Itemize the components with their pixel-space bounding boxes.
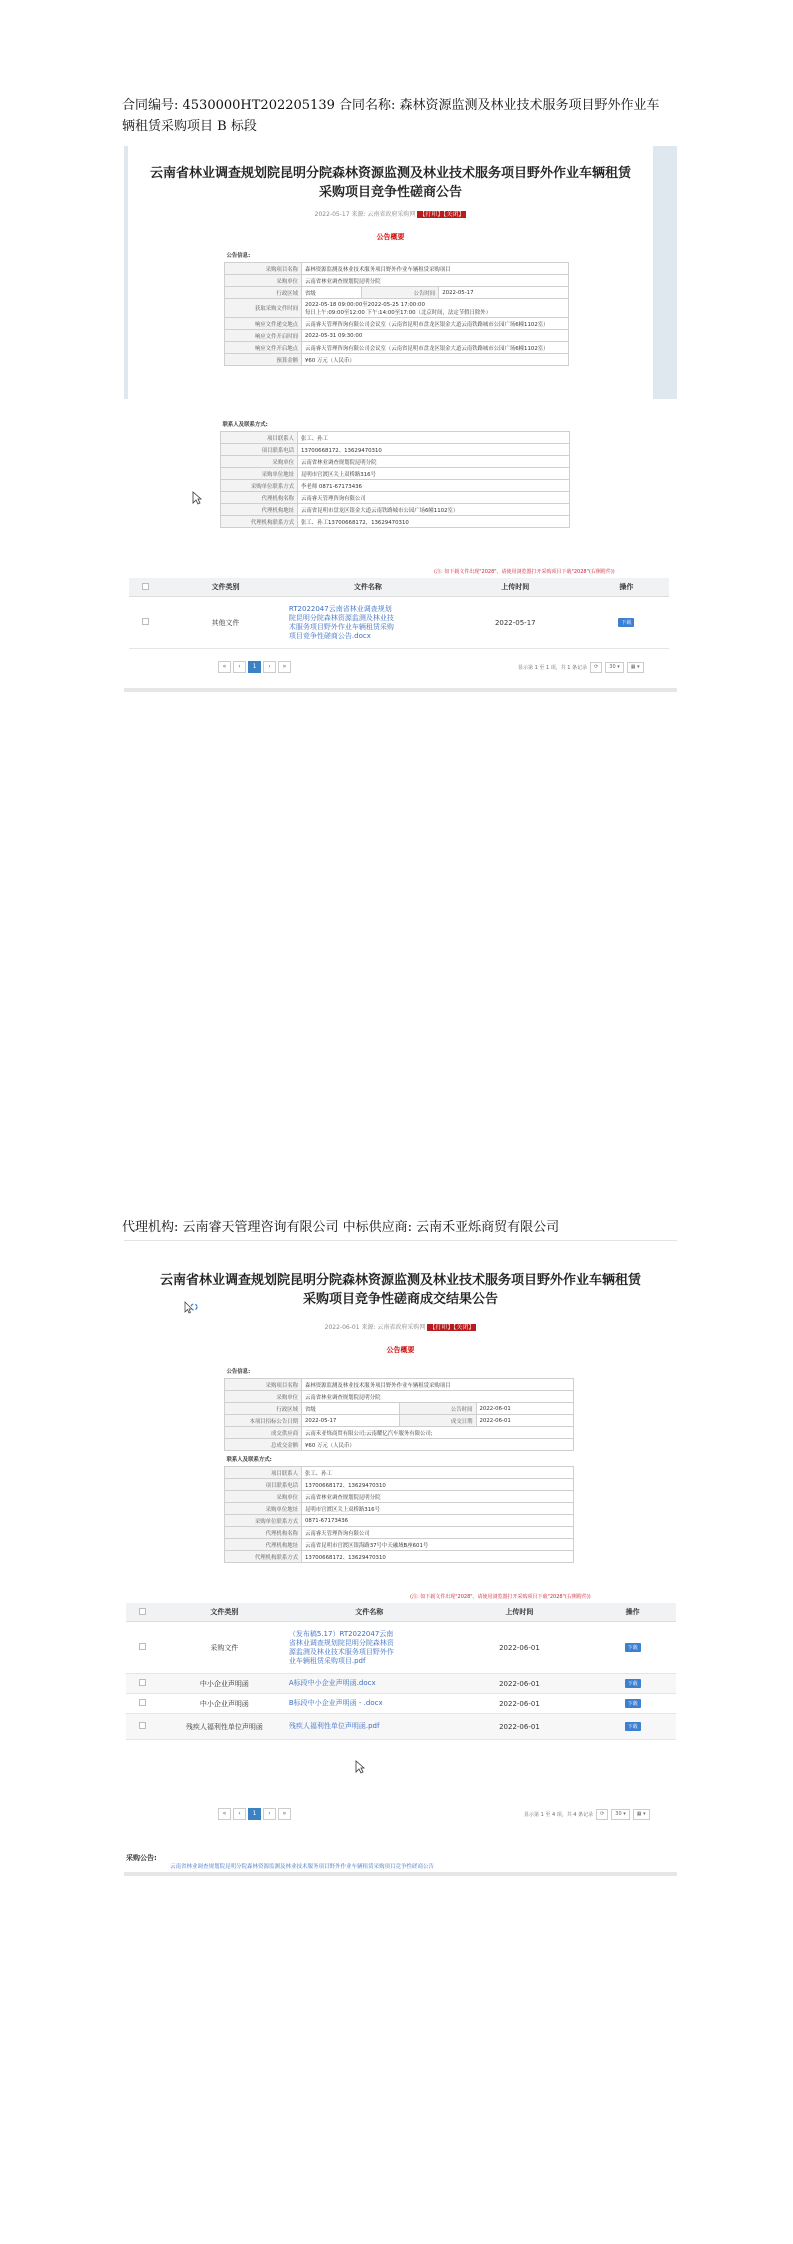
download-button[interactable]: 下载 <box>625 1722 641 1731</box>
info-row <box>221 492 570 504</box>
upload-time: 2022-06-01 <box>499 1722 540 1731</box>
info-row <box>221 456 570 468</box>
result-columns-icon[interactable]: ▦ ▾ <box>633 1809 650 1820</box>
pagination <box>218 661 291 673</box>
row-checkbox[interactable] <box>139 1699 146 1706</box>
column-header: 操作 <box>589 1603 676 1622</box>
info-value: 2022-05-17 <box>302 1415 400 1427</box>
file-name-link[interactable]: A标段中小企业声明函.docx <box>288 1679 376 1687</box>
info-value: 2022-05-17 <box>439 287 569 299</box>
info-value: 张工、孙工 <box>302 1467 574 1479</box>
row-checkbox[interactable] <box>142 618 149 625</box>
contact-table <box>220 416 570 528</box>
info-value: 云南省林业调查规划院昆明分院 <box>302 275 569 287</box>
footer-label: 采购公告: <box>126 1854 157 1862</box>
info-key: 响应文件开启地点 <box>225 342 302 354</box>
page-nav-button[interactable]: « <box>218 661 231 673</box>
contract-line-2: 辆租赁采购项目 B 标段 <box>122 119 257 134</box>
result-refresh-icon[interactable]: ⟳ <box>596 1809 608 1820</box>
columns-icon[interactable]: ▦ ▾ <box>627 662 644 673</box>
file-row <box>126 1694 676 1714</box>
column-header: 文件名称 <box>289 1603 450 1622</box>
file-table <box>129 578 669 649</box>
page-nav-button[interactable]: ‹ <box>233 661 246 673</box>
info-key: 代理机构联系方式 <box>225 1551 302 1563</box>
upload-time: 2022-06-01 <box>499 1679 540 1688</box>
info-key: 项目联系人 <box>225 1467 302 1479</box>
result-contact-header: 联系人及联系方式: <box>226 1456 272 1463</box>
info-row <box>225 287 569 299</box>
result-pager-right <box>524 1809 650 1820</box>
info-value: 昆明市官渡区关上双桥路316号 <box>298 468 570 480</box>
result-meta-date: 2022-06-01 来源: 云南省政府采购网 <box>324 1324 426 1331</box>
pager-info: 显示第 1 至 1 项，共 1 条记录 <box>518 665 588 671</box>
info-key: 采购单位联系方式 <box>221 480 298 492</box>
result-pagination <box>218 1808 291 1820</box>
info-value: 张工、孙工13700668172、13629470310 <box>298 516 570 528</box>
info-row <box>225 1479 574 1491</box>
page-nav-button[interactable]: › <box>263 661 276 673</box>
info-row <box>225 1491 574 1503</box>
info-key: 项目联系电话 <box>225 1479 302 1491</box>
title-line-1: 云南省林业调查规划院昆明分院森林资源监测及林业技术服务项目野外作业车辆租赁 <box>149 166 631 181</box>
upload-time: 2022-06-01 <box>499 1699 540 1708</box>
title-line-2: 采购项目竞争性磋商公告 <box>318 185 462 200</box>
info-row <box>221 480 570 492</box>
info-key: 公告时间 <box>362 287 439 299</box>
info-row <box>225 299 569 318</box>
info-key: 采购单位 <box>221 456 298 468</box>
mouse-cursor-icon-2 <box>355 1759 365 1778</box>
upload-time: 2022-06-01 <box>499 1643 540 1652</box>
file-name-link[interactable]: RT2022047云南省林业调查规划院昆明分院森林资源监测及林业技术服务项目野外作业车辆租赁采购项目竞争性磋商公告.docx <box>288 604 394 640</box>
file-row <box>126 1714 676 1740</box>
row-checkbox[interactable] <box>139 1643 146 1650</box>
file-row <box>126 1622 676 1674</box>
info-row <box>225 1551 574 1563</box>
info-key: 成交供应商 <box>225 1427 302 1439</box>
file-name-link[interactable]: 残疾人福利性单位声明函.pdf <box>288 1722 380 1730</box>
info-key: 代理机构联系方式 <box>221 516 298 528</box>
info-row <box>221 468 570 480</box>
info-value: 云南省林业调查规划院昆明分院 <box>302 1391 574 1403</box>
info-header: 公告信息: <box>226 252 251 259</box>
contact-header: 联系人及联系方式: <box>222 421 268 428</box>
info-row <box>225 263 569 275</box>
result-title <box>124 1271 677 1309</box>
result-meta <box>124 1322 677 1331</box>
page-1-button[interactable]: 1 <box>248 1808 261 1820</box>
info-value: ¥60 万元（人民币） <box>302 354 569 366</box>
info-key: 代理机构地址 <box>225 1539 302 1551</box>
info-value: 13700668172、13629470310 <box>302 1551 574 1563</box>
result-info-header: 公告信息: <box>226 1368 251 1375</box>
screenshot-result-announcement <box>124 1240 677 1876</box>
info-row <box>225 1391 574 1403</box>
info-value: 昆明市官渡区关上双桥路316号 <box>302 1503 574 1515</box>
info-key: 获取采购文件时间 <box>225 299 302 318</box>
page-nav-button[interactable]: › <box>263 1808 276 1820</box>
section-title: 公告概要 <box>376 233 405 241</box>
info-value: 省级 <box>302 1403 400 1415</box>
file-type: 中小企业声明函 <box>199 1679 249 1688</box>
download-note: (注: 如下载文件出现"2028"、请使用浏览器打开采购项目下载"2028"(右侧附件)) <box>434 569 615 575</box>
info-key: 行政区域 <box>225 287 302 299</box>
result-info-table <box>224 1363 574 1563</box>
info-row <box>225 1403 574 1415</box>
column-header: 文件名称 <box>289 578 447 597</box>
info-row <box>225 1427 574 1439</box>
page-nav-button[interactable]: « <box>218 1808 231 1820</box>
info-key: 采购项目名称 <box>225 263 302 275</box>
info-value: 云南睿天管理咨询有限公司 <box>302 1527 574 1539</box>
info-value: 森林资源监测及林业技术服务项目野外作业车辆租赁采购项目 <box>302 263 569 275</box>
info-row <box>225 1539 574 1551</box>
info-key: 本项目招标公告日期 <box>225 1415 302 1427</box>
info-key: 成交日期 <box>399 1415 476 1427</box>
screenshot-announcement-bottom <box>124 412 677 692</box>
result-title-line-1: 云南省林业调查规划院昆明分院森林资源监测及林业技术服务项目野外作业车辆租赁 <box>159 1273 641 1288</box>
info-value: 13700668172、13629470310 <box>302 1479 574 1491</box>
info-key: 采购单位 <box>225 275 302 287</box>
info-value: 省级 <box>302 287 362 299</box>
info-row <box>221 504 570 516</box>
upload-time: 2022-05-17 <box>494 618 536 627</box>
download-button[interactable]: 下载 <box>625 1699 641 1708</box>
info-value: 13700668172、13629470310 <box>298 444 570 456</box>
info-value: 云南省林业调查规划院昆明分院 <box>298 456 570 468</box>
info-row <box>225 1527 574 1539</box>
info-key: 项目联系人 <box>221 432 298 444</box>
info-row <box>225 354 569 366</box>
refresh-icon[interactable]: ⟳ <box>590 662 602 673</box>
info-key: 项目联系电话 <box>221 444 298 456</box>
info-row <box>225 275 569 287</box>
info-row <box>221 432 570 444</box>
info-row <box>221 516 570 528</box>
info-row <box>225 1439 574 1451</box>
info-key: 代理机构地址 <box>221 504 298 516</box>
result-print-close[interactable]: 【打印】【关闭】 <box>429 1324 475 1331</box>
result-pager-info: 显示第 1 至 4 项，共 4 条记录 <box>524 1812 594 1818</box>
info-value: 云南睿天管理咨询有限公司会议室（云南省昆明市盘龙区银金大道云南铁路城市公园广场6幢1102室） <box>302 342 569 354</box>
file-type: 采购文件 <box>210 1643 239 1652</box>
info-row <box>225 1415 574 1427</box>
result-title-line-2: 采购项目竞争性磋商成交结果公告 <box>302 1292 498 1307</box>
info-value: 张工、孙工 <box>298 432 570 444</box>
busy-cursor-icon <box>184 1301 200 1321</box>
info-value: 云南睿天管理咨询有限公司 <box>298 492 570 504</box>
info-value: 云南省昆明市官渡区银海路37号中天融域B座601号 <box>302 1539 574 1551</box>
page-1-button[interactable]: 1 <box>248 661 261 673</box>
mouse-cursor-icon <box>192 490 202 509</box>
page-nav-button[interactable]: ‹ <box>233 1808 246 1820</box>
print-close-links[interactable]: 【打印】【关闭】 <box>419 211 465 218</box>
info-value: 森林资源监测及林业技术服务项目野外作业车辆租赁采购项目 <box>302 1379 574 1391</box>
file-name-link[interactable]: B标段中小企业声明函 - .docx <box>288 1699 383 1707</box>
info-value: 2022-06-01 <box>476 1415 574 1427</box>
column-header: 文件类别 <box>160 1603 289 1622</box>
screenshot-announcement-top <box>124 146 677 399</box>
file-name-link[interactable]: （发布稿5.17）RT2022047云南省林业调查规划院昆明分院森林资源监测及林业技术服务项目野外作业车辆租赁采购项目.pdf <box>288 1629 394 1665</box>
file-row <box>126 1674 676 1694</box>
info-key: 行政区域 <box>225 1403 302 1415</box>
info-row <box>225 342 569 354</box>
contract-text <box>122 95 682 137</box>
row-checkbox[interactable] <box>139 1679 146 1686</box>
info-key: 代理机构名称 <box>221 492 298 504</box>
info-value: 2022-05-31 09:30:00 <box>302 330 569 342</box>
info-value: 0871-67173436 <box>302 1515 574 1527</box>
file-row <box>129 597 669 649</box>
info-row <box>225 318 569 330</box>
info-key: 总成交金额 <box>225 1439 302 1451</box>
announcement-info-table <box>224 247 569 366</box>
info-key: 公告时间 <box>399 1403 476 1415</box>
info-key: 采购单位地址 <box>221 468 298 480</box>
info-key: 采购单位 <box>225 1491 302 1503</box>
column-header: 文件类别 <box>162 578 289 597</box>
agency-line: 代理机构: 云南睿天管理咨询有限公司 中标供应商: 云南禾亚烁商贸有限公司 <box>122 1220 560 1235</box>
info-row <box>225 330 569 342</box>
info-value: 云南省昆明市盘龙区银金大道云南铁路城市公园广场6幢1102室） <box>298 504 570 516</box>
result-page-size-select[interactable]: 30 ▾ <box>611 1809 629 1820</box>
result-section-title: 公告概要 <box>386 1346 415 1354</box>
info-key: 响应文件递交地点 <box>225 318 302 330</box>
download-button[interactable]: 下载 <box>625 1679 641 1688</box>
info-value: ¥60 万元（人民币） <box>302 1439 574 1451</box>
info-key: 采购项目名称 <box>225 1379 302 1391</box>
info-key: 预算金额 <box>225 354 302 366</box>
page-size-select[interactable]: 30 ▾ <box>605 662 623 673</box>
contract-line-1: 合同编号: 4530000HT202205139 合同名称: 森林资源监测及林业技术服务项目野外作业车 <box>122 98 660 113</box>
info-value: 云南睿天管理咨询有限公司会议室（云南省昆明市盘龙区银金大道云南铁路城市公园广场6幢1102室） <box>302 318 569 330</box>
info-value: 李老师 0871-67173436 <box>298 480 570 492</box>
info-value: 2022-06-01 <box>476 1403 574 1415</box>
page-nav-button[interactable]: » <box>278 1808 291 1820</box>
pager-right <box>518 662 644 673</box>
select-all-checkbox[interactable] <box>142 583 149 590</box>
info-row <box>225 1503 574 1515</box>
info-row <box>225 1467 574 1479</box>
info-value: 云南省林业调查规划院昆明分院 <box>302 1491 574 1503</box>
info-value: 2022-05-18 09:00:00至2022-05-25 17:00:00 每日上午:09:00至12:00 下午:14:00至17:00（北京时间，法定节假日除外） <box>302 299 569 318</box>
info-key: 采购单位 <box>225 1391 302 1403</box>
info-row <box>221 444 570 456</box>
info-row <box>225 1515 574 1527</box>
result-download-note: (注: 如下载文件出现"2028"、请使用浏览器打开采购项目下载"2028"(右侧附件)) <box>410 1594 591 1600</box>
download-button[interactable]: 下载 <box>618 618 634 627</box>
row-checkbox[interactable] <box>139 1722 146 1729</box>
info-key: 响应文件开启时间 <box>225 330 302 342</box>
file-type: 其他文件 <box>211 618 240 627</box>
file-type: 中小企业声明函 <box>199 1699 249 1708</box>
column-header: 上传时间 <box>450 1603 590 1622</box>
info-row <box>225 1379 574 1391</box>
announcement-meta <box>128 209 653 218</box>
page-nav-button[interactable]: » <box>278 661 291 673</box>
info-key: 采购单位联系方式 <box>225 1515 302 1527</box>
info-value: 云南禾亚烁商贸有限公司;云南耀亿汽车服务有限公司; <box>302 1427 574 1439</box>
result-file-table <box>126 1603 676 1740</box>
download-button[interactable]: 下载 <box>625 1643 641 1652</box>
announcement-title <box>128 164 653 202</box>
footer-announcement-link[interactable]: 云南省林业调查规划院昆明分院森林资源监测及林业技术服务项目野外作业车辆租赁采购项目竞争性磋商公告 <box>170 1864 435 1870</box>
column-header: 操作 <box>584 578 669 597</box>
column-header: 上传时间 <box>447 578 584 597</box>
file-type: 残疾人福利性单位声明函 <box>185 1722 263 1731</box>
select-all-checkbox[interactable] <box>139 1608 146 1615</box>
meta-date-source: 2022-05-17 来源: 云南省政府采购网 <box>314 211 416 218</box>
info-key: 采购单位地址 <box>225 1503 302 1515</box>
info-key: 代理机构名称 <box>225 1527 302 1539</box>
